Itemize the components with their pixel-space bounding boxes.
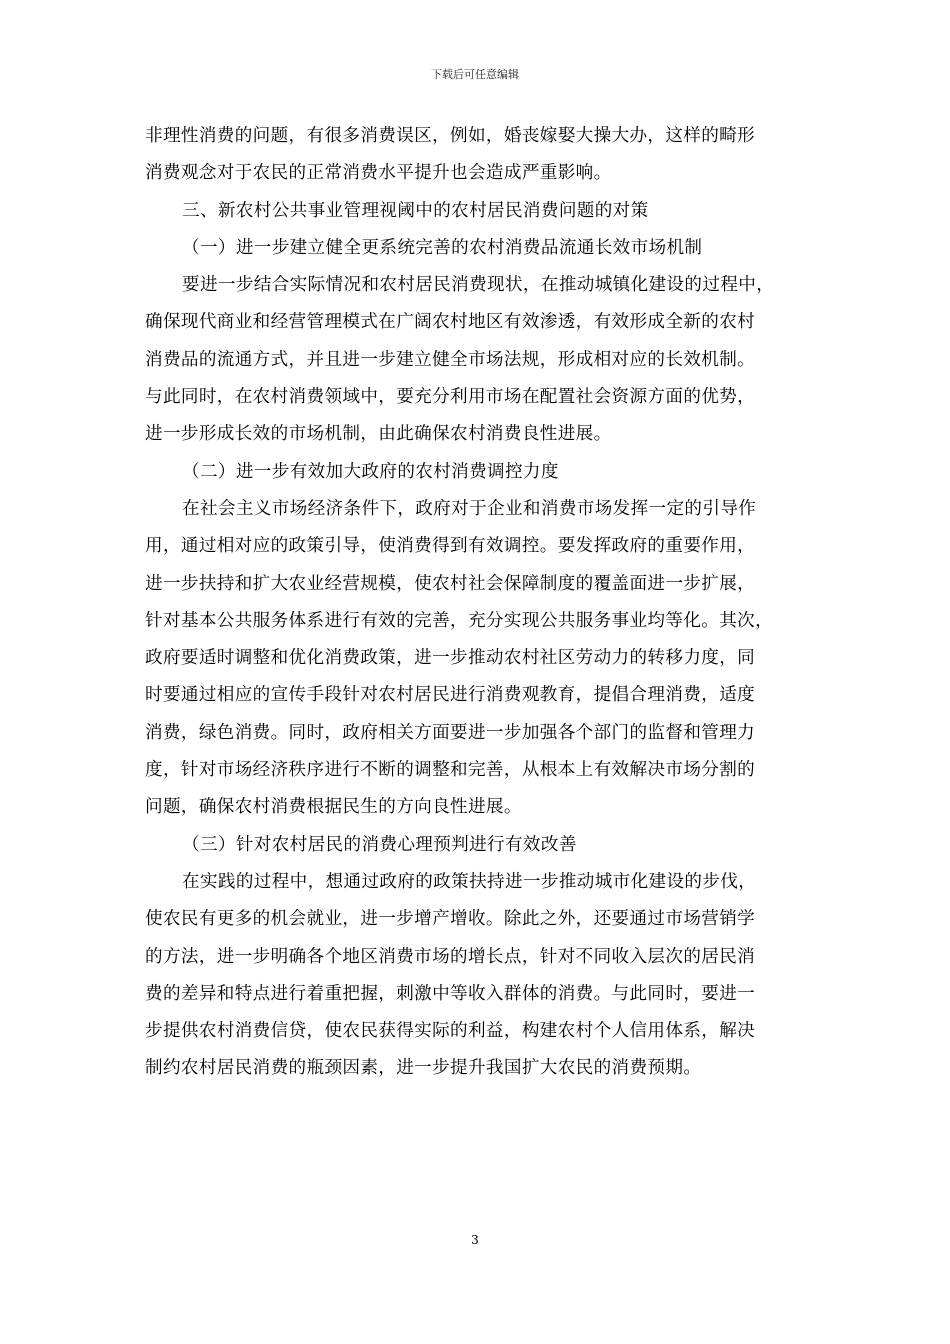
text-line: 政府要适时调整和优化消费政策，进一步推动农村社区劳动力的转移力度，同 [145, 648, 756, 669]
text-line: 针对基本公共服务体系进行有效的完善，充分实现公共服务事业均等化。其次， [145, 610, 774, 631]
text-line: 的方法，进一步明确各个地区消费市场的增长点，针对不同收入层次的居民消 [145, 946, 756, 967]
text-line: 与此同时，在农村消费领域中，要充分利用市场在配置社会资源方面的优势， [145, 387, 756, 408]
text-line: 进一步扶持和扩大农业经营规模，使农村社会保障制度的覆盖面进一步扩展， [145, 573, 756, 594]
text-line: 度，针对市场经济秩序进行不断的调整和完善，从根本上有效解决市场分割的 [145, 760, 756, 781]
text-line: 步提供农村消费信贷，使农民获得实际的利益，构建农村个人信用体系，解决 [145, 1021, 756, 1042]
text-line: 使农民有更多的机会就业，进一步增产增收。除此之外，还要通过市场营销学 [145, 909, 756, 930]
paragraph-market-mechanism [145, 267, 811, 453]
text-line: 消费品的流通方式，并且进一步建立健全市场法规，形成相对应的长效机制。 [145, 349, 756, 370]
text-line: 用，通过相对应的政策引导，使消费得到有效调控。要发挥政府的重要作用， [145, 536, 756, 557]
text-line: 进一步形成长效的市场机制，由此确保农村消费良性进展。 [145, 424, 612, 445]
text-line: 费的差异和特点进行着重把握，刺激中等收入群体的消费。与此同时，要进一 [145, 983, 756, 1004]
text-line: 问题，确保农村消费根据民生的方向良性进展。 [145, 797, 522, 818]
text-line: 消费观念对于农民的正常消费水平提升也会造成严重影响。 [145, 163, 612, 184]
text-line: 消费，绿色消费。同时，政府相关方面要进一步加强各个部门的监督和管理力 [145, 722, 756, 743]
paragraph-consumer-psychology [145, 864, 811, 1088]
text-line: 制约农村居民消费的瓶颈因素，进一步提升我国扩大农民的消费预期。 [145, 1058, 702, 1079]
page-number: 3 [471, 1233, 479, 1247]
text-line: 在实践的过程中，想通过政府的政策扶持进一步推动城市化建设的步伐， [182, 871, 757, 892]
text-line: 在社会主义市场经济条件下，政府对于企业和消费市场发挥一定的引导作 [182, 498, 757, 519]
header-note: 下载后可任意编辑 [431, 68, 519, 81]
subsection-heading-1: （一）进一步建立健全更系统完善的农村消费品流通长效市场机制 [182, 237, 703, 258]
text-line: 要进一步结合实际情况和农村居民消费现状，在推动城镇化建设的过程中， [182, 275, 775, 296]
document-body [145, 118, 811, 1088]
text-line: 时要通过相应的宣传手段针对农村居民进行消费观教育，提倡合理消费，适度 [145, 685, 756, 706]
subsection-heading-2: （二）进一步有效加大政府的农村消费调控力度 [182, 461, 559, 482]
paragraph-government-regulation [145, 491, 811, 827]
text-line: 非理性消费的问题，有很多消费误区，例如，婚丧嫁娶大操大办，这样的畸形 [145, 126, 756, 146]
paragraph-continuation [145, 118, 811, 193]
subsection-heading-3: （三）针对农村居民的消费心理预判进行有效改善 [182, 834, 577, 855]
text-line: 确保现代商业和经营管理模式在广阔农村地区有效渗透，有效形成全新的农村 [145, 312, 756, 333]
section-heading: 三、新农村公共事业管理视阈中的农村居民消费问题的对策 [182, 200, 649, 221]
